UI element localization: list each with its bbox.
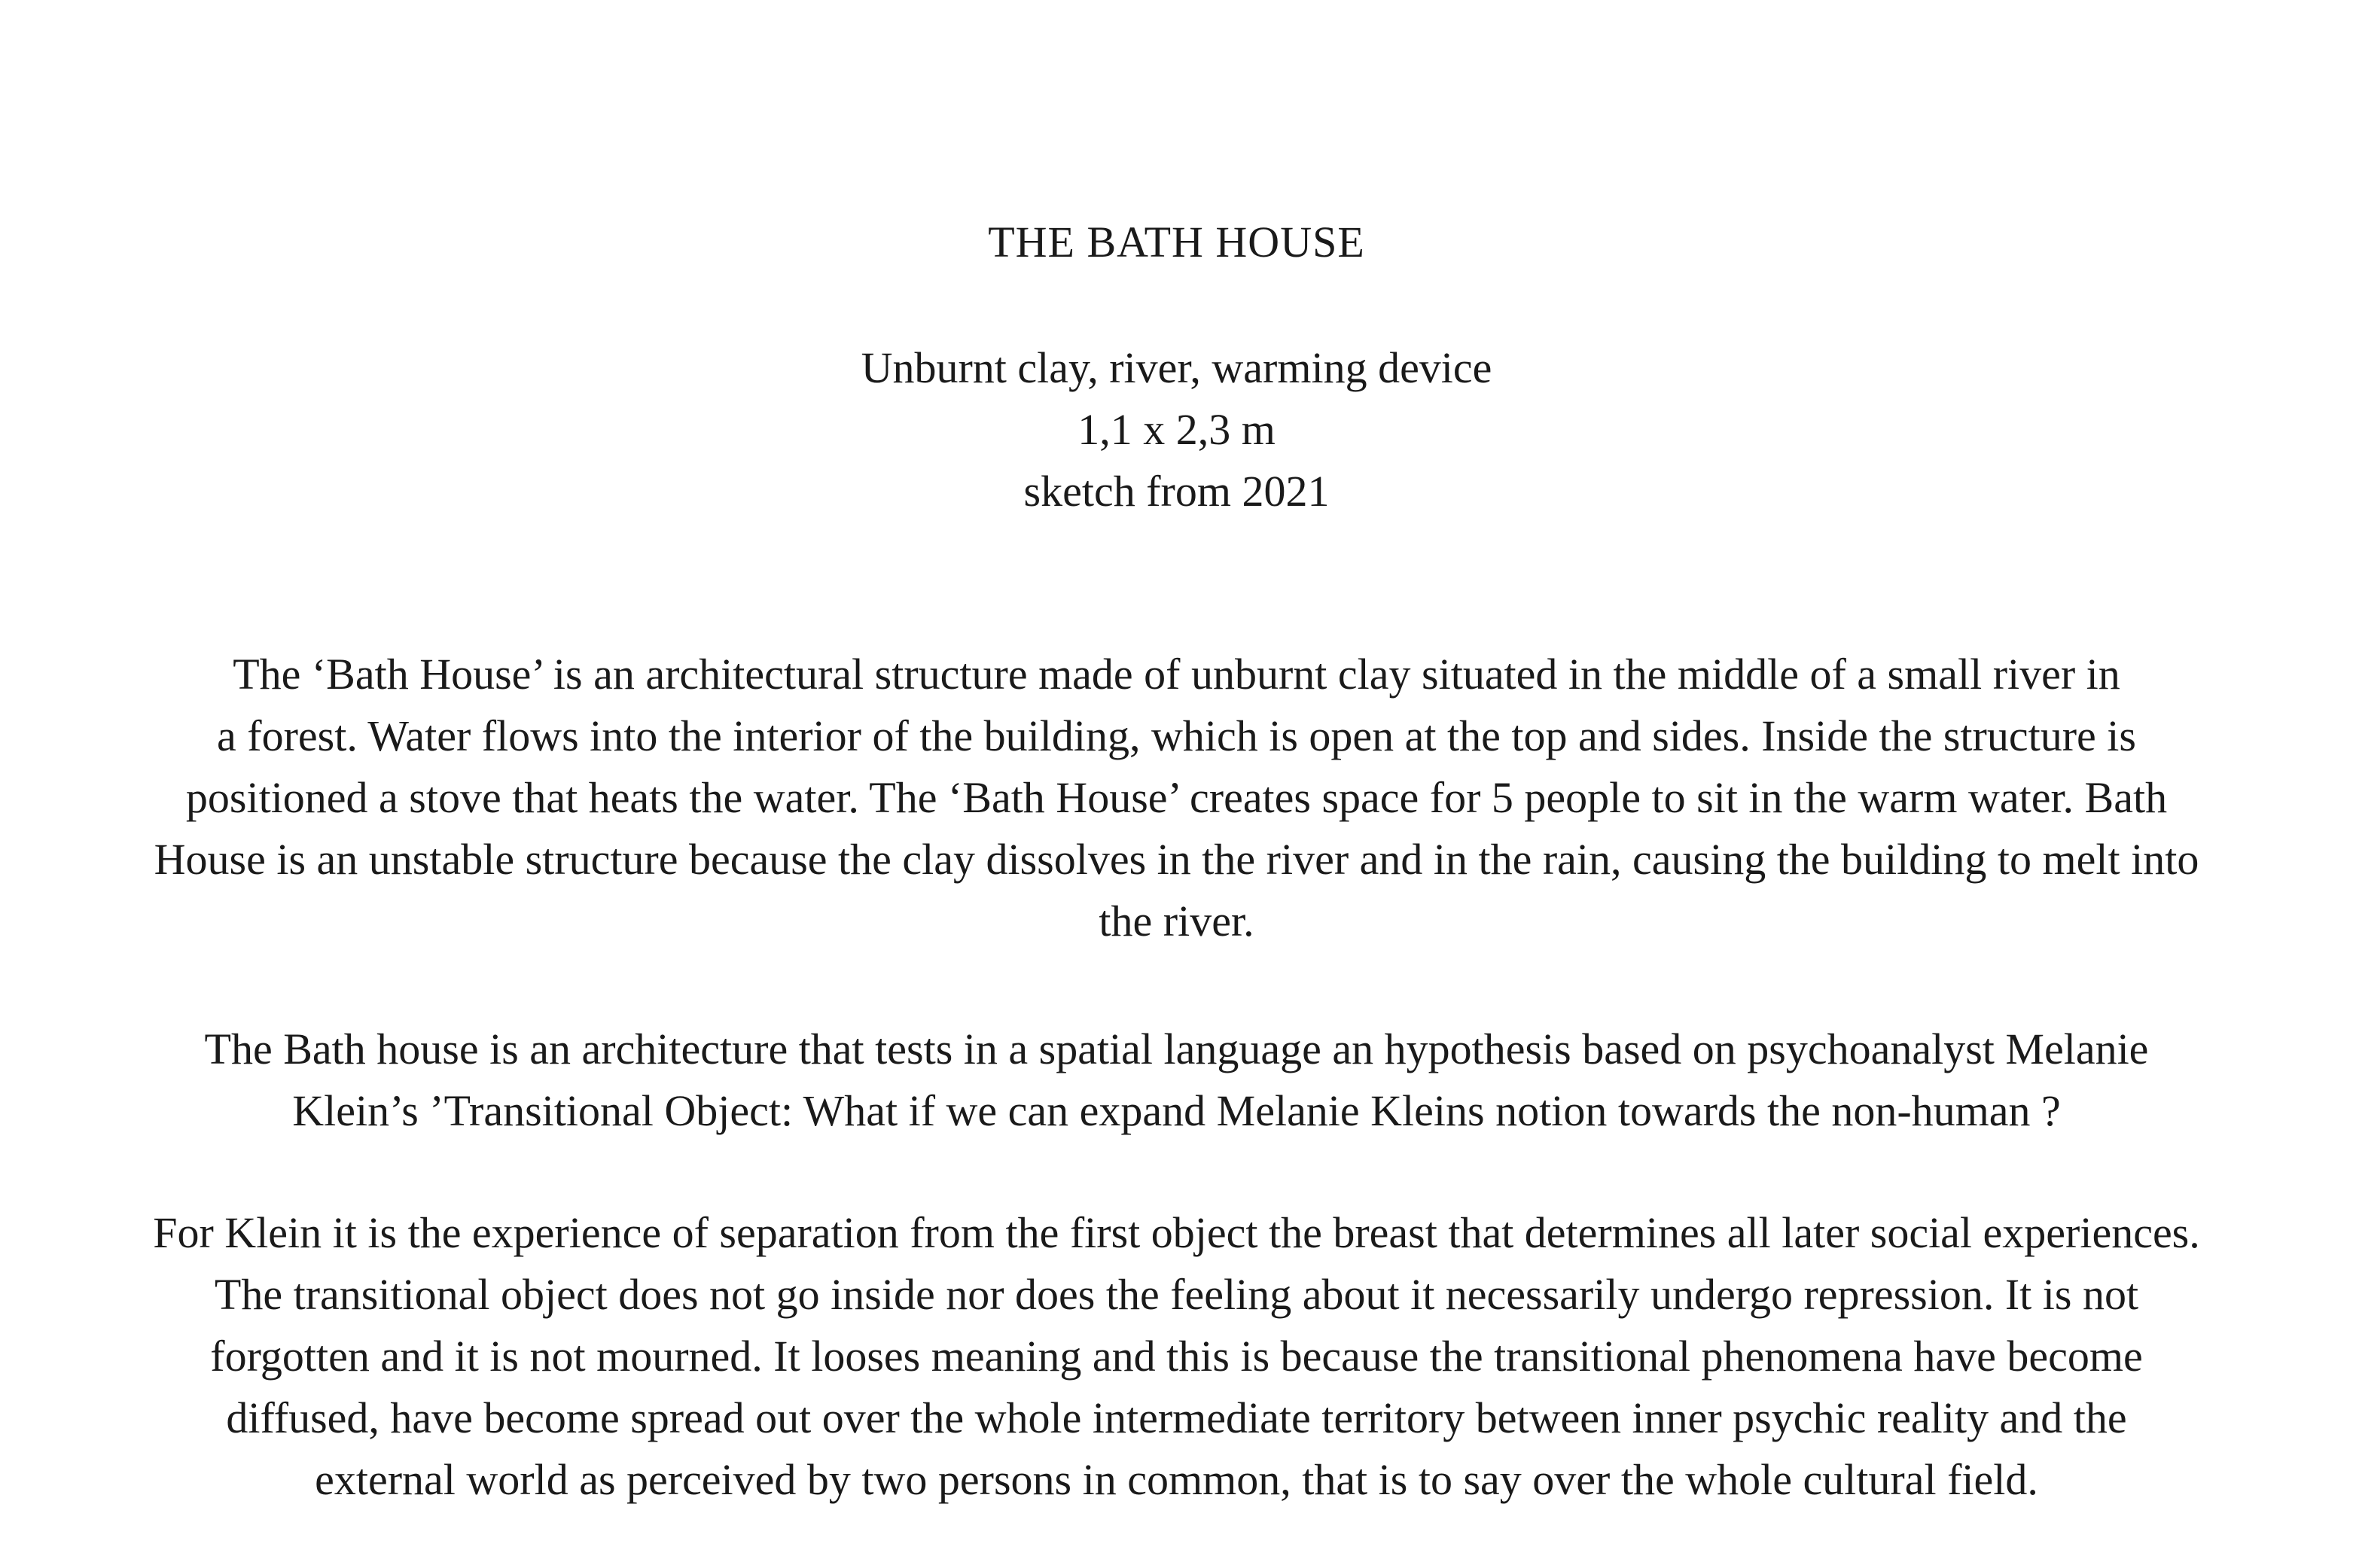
text-line: forgotten and it is not mourned. It looses meaning and this is because the transitional phenomena have become (210, 1332, 2143, 1381)
text-line: The transitional object does not go inside nor does the feeling about it necessarily undergo repression. It is not (214, 1270, 2139, 1319)
text-line: the river. (1099, 897, 1254, 945)
text-line: a forest. Water flows into the interior of the building, which is open at the top and sides. Inside the structure is (217, 711, 2136, 760)
text-line: diffused, have become spread out over the whole intermediate territory between inner psychic reality and the (226, 1393, 2127, 1442)
materials-line: Unburnt clay, river, warming device (861, 343, 1492, 392)
page-title: THE BATH HOUSE (988, 218, 1365, 266)
text-line: The ‘Bath House’ is an architectural structure made of unburnt clay situated in the middle of a small river in (233, 650, 2120, 699)
text-line: House is an unstable structure because the clay dissolves in the river and in the rain, causing the building to melt into (154, 835, 2199, 884)
text-line: For Klein it is the experience of separation from the first object the breast that determines all later social experiences. (153, 1208, 2200, 1257)
text-line: positioned a stove that heats the water. The ‘Bath House’ creates space for 5 people to sit in the warm water. Bath (185, 773, 2168, 822)
paragraph-hypothesis (45, 1018, 2308, 1142)
dimensions-line: 1,1 x 2,3 m (1077, 405, 1276, 454)
text-line: Klein’s ’Transitional Object: What if we can expand Melanie Kleins notion towards the non-human ? (292, 1086, 2061, 1135)
paragraph-klein-theory (45, 1202, 2308, 1511)
paragraph-description (45, 644, 2308, 952)
text-line: The Bath house is an architecture that tests in a spatial language an hypothesis based on psychoanalyst Melanie (204, 1025, 2149, 1073)
date-line: sketch from 2021 (1023, 467, 1330, 516)
artwork-details (0, 337, 2353, 522)
text-line: external world as perceived by two persons in common, that is to say over the whole cultural field. (315, 1455, 2038, 1504)
